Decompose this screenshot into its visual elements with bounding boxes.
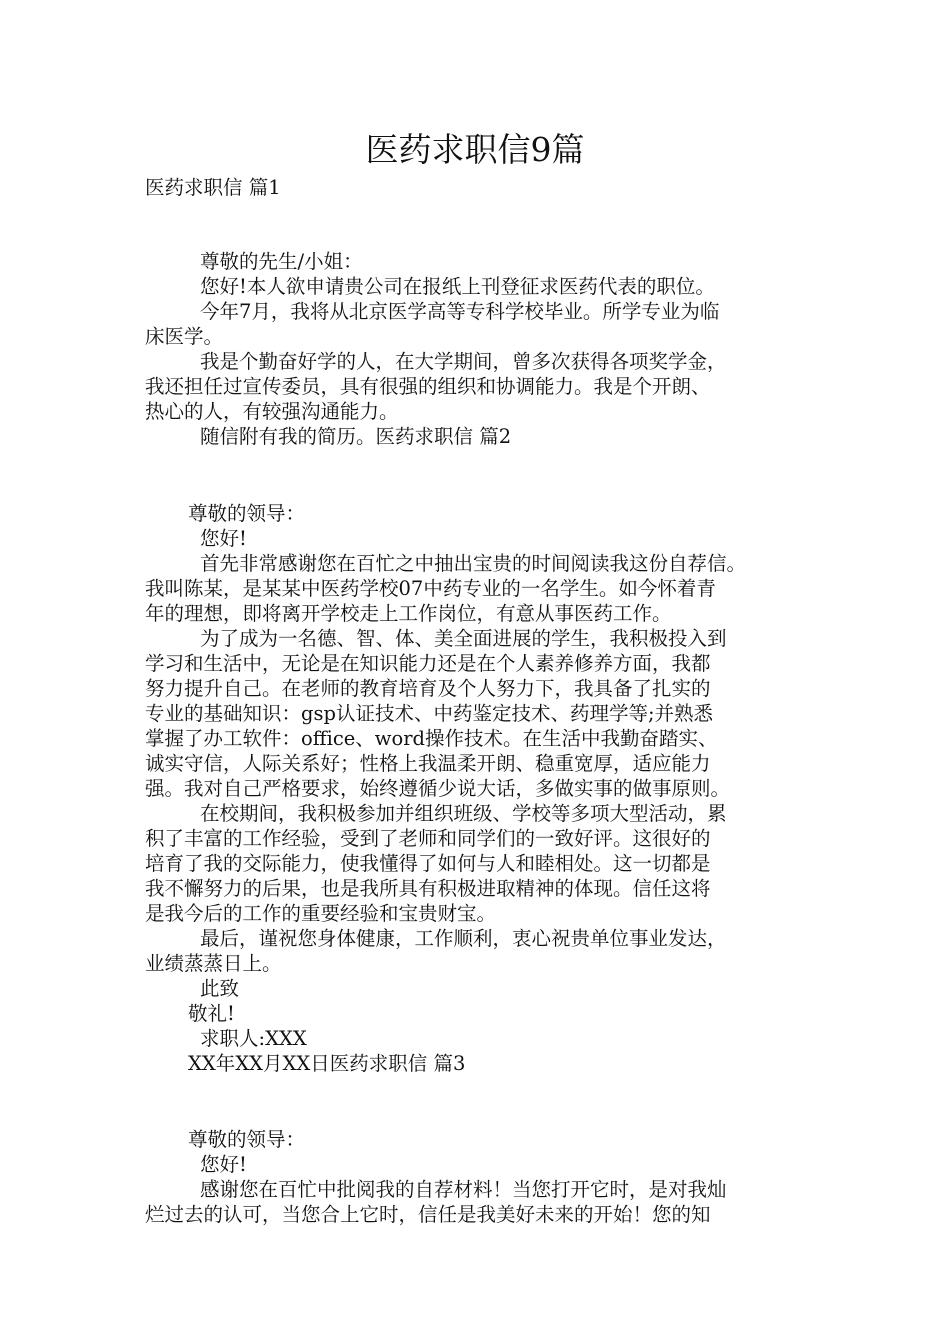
paragraph-line: 学习和生活中，无论是在知识能力还是在个人素养修养方面，我都 [145, 652, 711, 675]
document-title: 医药求职信9篇 [365, 130, 585, 169]
paragraph-line: 强。我对自己严格要求，始终遵循少说大话，多做实事的做事原则。 [145, 777, 731, 800]
greeting-line: 您好! [200, 1153, 247, 1176]
greeting-line: 您好! [200, 527, 247, 550]
paragraph-line: 积了丰富的工作经验，受到了老师和同学们的一致好评。这很好的 [145, 827, 711, 850]
paragraph-line: 我不懈努力的后果，也是我所具有积极进取精神的体现。信任这将 [145, 877, 711, 900]
date-line: XX年XX月XX日医药求职信 篇3 [188, 1052, 466, 1075]
paragraph-line: 感谢您在百忙中批阅我的自荐材料！当您打开它时，是对我灿 [200, 1178, 727, 1201]
section-heading-1: 医药求职信 篇1 [145, 176, 281, 199]
paragraph-line: 最后，谨祝您身体健康，工作顺利，衷心祝贵单位事业发达， [200, 927, 727, 950]
salutation: 尊敬的领导： [188, 502, 306, 525]
greeting-line: 您好!本人欲申请贵公司在报纸上刊登征求医药代表的职位。 [200, 275, 715, 298]
paragraph-line: 是我今后的工作的重要经验和宝贵财宝。 [145, 902, 497, 925]
paragraph-line: 为了成为一名德、智、体、美全面进展的学生，我积极投入到 [200, 627, 727, 650]
paragraph-line: 随信附有我的简历。医药求职信 篇2 [200, 425, 512, 448]
paragraph-line: 掌握了办工软件：office、word操作技术。在生活中我勤奋踏实、 [145, 727, 718, 750]
paragraph-line: 我叫陈某，是某某中医药学校07中药专业的一名学生。如今怀着青 [145, 577, 716, 600]
paragraph-line: 年的理想，即将离开学校走上工作岗位，有意从事医药工作。 [145, 602, 672, 625]
paragraph-line: 热心的人，有较强沟通能力。 [145, 400, 399, 423]
paragraph-line: 在校期间，我积极参加并组织班级、学校等多项大型活动，累 [200, 802, 727, 825]
paragraph-line: 业绩蒸蒸日上。 [145, 952, 282, 975]
paragraph-line: 首先非常感谢您在百忙之中抽出宝贵的时间阅读我这份自荐信。 [200, 552, 747, 575]
closing-line: 此致 [200, 977, 240, 1000]
paragraph-line: 今年7月，我将从北京医学高等专科学校毕业。所学专业为临 [200, 300, 720, 323]
salutation: 尊敬的先生/小姐： [200, 250, 363, 273]
paragraph-line: 专业的基础知识：gsp认证技术、中药鉴定技术、药理学等;并熟悉 [145, 702, 714, 725]
closing-line: 敬礼! [188, 1002, 235, 1025]
paragraph-line: 培育了我的交际能力，使我懂得了如何与人和睦相处。这一切都是 [145, 852, 711, 875]
paragraph-line: 努力提升自己。在老师的教育培育及个人努力下，我具备了扎实的 [145, 677, 711, 700]
signature-line: 求职人:XXX [200, 1027, 307, 1050]
paragraph-line: 床医学。 [145, 325, 224, 348]
paragraph-line: 烂过去的认可，当您合上它时，信任是我美好未来的开始！您的知 [145, 1203, 711, 1226]
paragraph-line: 我还担任过宣传委员，具有很强的组织和协调能力。我是个开朗、 [145, 375, 711, 398]
salutation: 尊敬的领导： [188, 1128, 306, 1151]
paragraph-line: 诚实守信，人际关系好；性格上我温柔开朗、稳重宽厚，适应能力 [145, 752, 711, 775]
paragraph-line: 我是个勤奋好学的人，在大学期间，曾多次获得各项奖学金， [200, 350, 727, 373]
